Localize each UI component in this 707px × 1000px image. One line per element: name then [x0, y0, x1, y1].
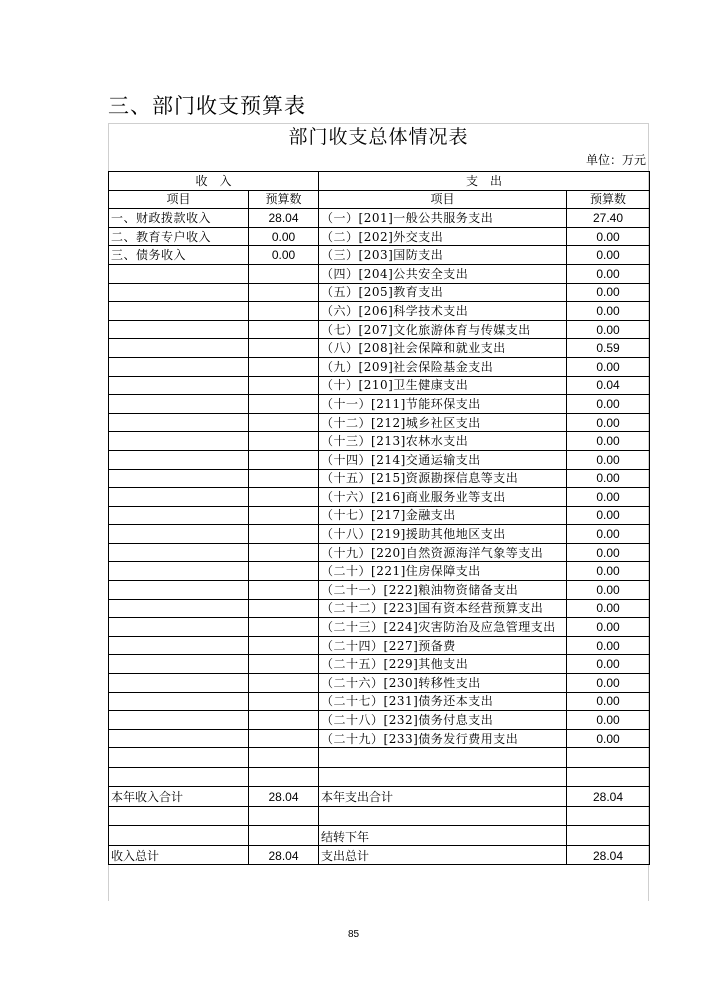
empty-cell [249, 506, 319, 525]
empty-cell [249, 692, 319, 711]
empty-cell [249, 469, 319, 488]
expense-item-name: （十四）[214]交通运输支出 [319, 450, 567, 469]
expense-item-value: 0.00 [567, 674, 650, 693]
empty-cell [249, 767, 319, 787]
empty-cell [249, 488, 319, 507]
empty-cell [319, 748, 567, 768]
expense-item-name: （十七）[217]金融支出 [319, 506, 567, 525]
empty-cell [249, 376, 319, 395]
empty-cell [249, 711, 319, 730]
year-income-total-value: 28.04 [249, 787, 319, 807]
empty-cell [567, 748, 650, 768]
income-item-value: 0.00 [249, 246, 319, 265]
table-row [109, 283, 650, 302]
expense-item-value: 0.00 [567, 636, 650, 655]
table-row [109, 729, 650, 748]
table-row [109, 320, 650, 339]
income-item-name: 三、债务收入 [109, 246, 249, 265]
expense-item-value: 0.59 [567, 339, 650, 358]
expense-item-value: 0.00 [567, 246, 650, 265]
expense-item-value: 0.00 [567, 320, 650, 339]
table-row [109, 636, 650, 655]
income-group-header: 收 入 [109, 172, 319, 191]
table-row [109, 450, 650, 469]
empty-cell [109, 581, 249, 600]
empty-cell [249, 748, 319, 768]
empty-cell [249, 655, 319, 674]
empty-cell [249, 543, 319, 562]
expense-item-name: （十六）[216]商业服务业等支出 [319, 488, 567, 507]
grand-total-row [109, 845, 650, 865]
empty-cell [319, 767, 567, 787]
expense-item-value: 0.00 [567, 469, 650, 488]
expense-group-header: 支 出 [319, 172, 650, 191]
expense-total-label: 支出总计 [319, 845, 567, 865]
budget-table [108, 171, 650, 865]
expense-item-name: （二十四）[227]预备费 [319, 636, 567, 655]
empty-cell [109, 339, 249, 358]
empty-cell [249, 413, 319, 432]
empty-cell [249, 283, 319, 302]
table-row [109, 432, 650, 451]
empty-cell [109, 506, 249, 525]
empty-cell [249, 581, 319, 600]
empty-cell [567, 767, 650, 787]
empty-cell [109, 376, 249, 395]
expense-item-value: 0.00 [567, 432, 650, 451]
table-row [109, 469, 650, 488]
empty-cell [249, 562, 319, 581]
budget-sheet [108, 123, 649, 901]
income-item-name: 二、教育专户收入 [109, 227, 249, 246]
table-row [109, 711, 650, 730]
empty-cell [109, 655, 249, 674]
expense-item-header: 项目 [319, 190, 567, 209]
empty-cell [249, 357, 319, 376]
expense-item-name: （十三）[213]农林水支出 [319, 432, 567, 451]
expense-item-name: （六）[206]科学技术支出 [319, 302, 567, 321]
unit-label: 单位：万元 [585, 153, 646, 167]
expense-item-value: 0.00 [567, 581, 650, 600]
empty-cell [249, 395, 319, 414]
table-row [109, 264, 650, 283]
expense-item-value: 0.00 [567, 283, 650, 302]
expense-item-value: 0.00 [567, 692, 650, 711]
table-row [109, 246, 650, 265]
expense-item-value: 0.00 [567, 618, 650, 637]
empty-cell [249, 674, 319, 693]
empty-cell [249, 302, 319, 321]
expense-item-value: 0.00 [567, 711, 650, 730]
carry-forward-label: 结转下年 [319, 826, 567, 846]
empty-cell [249, 636, 319, 655]
table-row [109, 543, 650, 562]
expense-item-value: 0.00 [567, 488, 650, 507]
empty-cell [109, 450, 249, 469]
blank-row [109, 748, 650, 768]
table-row [109, 506, 650, 525]
empty-cell [109, 729, 249, 748]
empty-cell [109, 711, 249, 730]
expense-item-name: （二十二）[223]国有资本经营预算支出 [319, 599, 567, 618]
table-row [109, 581, 650, 600]
expense-item-name: （八）[208]社会保障和就业支出 [319, 339, 567, 358]
expense-item-name: （二十三）[224]灾害防治及应急管理支出 [319, 618, 567, 637]
empty-cell [249, 320, 319, 339]
carry-forward-row [109, 826, 650, 846]
empty-cell [109, 525, 249, 544]
table-row [109, 562, 650, 581]
empty-cell [109, 302, 249, 321]
empty-cell [249, 432, 319, 451]
expense-item-value: 0.00 [567, 729, 650, 748]
empty-cell [109, 264, 249, 283]
expense-item-value: 0.00 [567, 357, 650, 376]
empty-cell [109, 543, 249, 562]
year-income-total-label: 本年收入合计 [109, 787, 249, 807]
expense-item-name: （十二）[212]城乡社区支出 [319, 413, 567, 432]
empty-cell [109, 357, 249, 376]
group-header-row [109, 172, 650, 191]
empty-cell [109, 767, 249, 787]
expense-item-name: （二十八）[232]债务付息支出 [319, 711, 567, 730]
expense-item-name: （二）[202]外交支出 [319, 227, 567, 246]
empty-cell [109, 320, 249, 339]
expense-item-value: 0.04 [567, 376, 650, 395]
expense-item-name: （一）[201]一般公共服务支出 [319, 209, 567, 228]
empty-cell [109, 432, 249, 451]
expense-item-name: （三）[203]国防支出 [319, 246, 567, 265]
expense-item-name: （十八）[219]援助其他地区支出 [319, 525, 567, 544]
empty-cell [567, 826, 650, 846]
year-expense-total-value: 28.04 [567, 787, 650, 807]
expense-item-name: （二十六）[230]转移性支出 [319, 674, 567, 693]
empty-cell [249, 339, 319, 358]
expense-item-value: 27.40 [567, 209, 650, 228]
table-row [109, 692, 650, 711]
income-total-label: 收入总计 [109, 845, 249, 865]
expense-total-value: 28.04 [567, 845, 650, 865]
table-row [109, 599, 650, 618]
expense-item-name: （四）[204]公共安全支出 [319, 264, 567, 283]
empty-cell [567, 806, 650, 826]
column-header-row [109, 190, 650, 209]
empty-cell [249, 618, 319, 637]
empty-cell [109, 562, 249, 581]
expense-item-name: （二十五）[229]其他支出 [319, 655, 567, 674]
expense-item-value: 0.00 [567, 302, 650, 321]
empty-cell [109, 692, 249, 711]
table-row [109, 674, 650, 693]
empty-cell [249, 806, 319, 826]
expense-item-name: （二十九）[233]债务发行费用支出 [319, 729, 567, 748]
expense-item-value: 0.00 [567, 599, 650, 618]
empty-cell [249, 599, 319, 618]
table-row [109, 618, 650, 637]
income-item-value: 28.04 [249, 209, 319, 228]
empty-cell [109, 488, 249, 507]
empty-cell [109, 636, 249, 655]
year-expense-total-label: 本年支出合计 [319, 787, 567, 807]
empty-cell [249, 826, 319, 846]
empty-cell [109, 395, 249, 414]
empty-cell [319, 806, 567, 826]
income-total-value: 28.04 [249, 845, 319, 865]
empty-cell [109, 469, 249, 488]
table-row [109, 209, 650, 228]
expense-item-name: （十五）[215]资源勘探信息等支出 [319, 469, 567, 488]
expense-item-value: 0.00 [567, 227, 650, 246]
expense-item-name: （二十）[221]住房保障支出 [319, 562, 567, 581]
income-budget-header: 预算数 [249, 190, 319, 209]
table-row [109, 357, 650, 376]
empty-cell [109, 413, 249, 432]
expense-item-name: （十九）[220]自然资源海洋气象等支出 [319, 543, 567, 562]
expense-item-name: （十）[210]卫生健康支出 [319, 376, 567, 395]
empty-cell [109, 674, 249, 693]
expense-item-value: 0.00 [567, 506, 650, 525]
expense-budget-header: 预算数 [567, 190, 650, 209]
expense-item-name: （七）[207]文化旅游体育与传媒支出 [319, 320, 567, 339]
expense-item-name: （二十一）[222]粮油物资储备支出 [319, 581, 567, 600]
expense-item-value: 0.00 [567, 562, 650, 581]
income-item-value: 0.00 [249, 227, 319, 246]
table-row [109, 488, 650, 507]
year-total-row [109, 787, 650, 807]
table-row [109, 655, 650, 674]
expense-item-name: （二十七）[231]债务还本支出 [319, 692, 567, 711]
empty-cell [109, 599, 249, 618]
table-row [109, 302, 650, 321]
table-row [109, 395, 650, 414]
empty-cell [109, 826, 249, 846]
empty-cell [249, 450, 319, 469]
page-number: 85 [347, 929, 360, 940]
empty-cell [249, 525, 319, 544]
expense-item-value: 0.00 [567, 413, 650, 432]
table-row [109, 413, 650, 432]
empty-cell [109, 806, 249, 826]
expense-item-value: 0.00 [567, 395, 650, 414]
table-row [109, 376, 650, 395]
expense-item-value: 0.00 [567, 450, 650, 469]
income-item-header: 项目 [109, 190, 249, 209]
expense-item-value: 0.00 [567, 264, 650, 283]
empty-cell [109, 618, 249, 637]
empty-cell [249, 264, 319, 283]
empty-cell [109, 748, 249, 768]
expense-item-value: 0.00 [567, 543, 650, 562]
empty-cell [249, 729, 319, 748]
table-title: 部门收支总体情况表 [288, 126, 469, 148]
table-row [109, 227, 650, 246]
expense-item-name: （十一）[211]节能环保支出 [319, 395, 567, 414]
section-heading: 三、部门收支预算表 [108, 94, 306, 118]
expense-item-value: 0.00 [567, 655, 650, 674]
expense-item-name: （五）[205]教育支出 [319, 283, 567, 302]
table-row [109, 339, 650, 358]
expense-item-value: 0.00 [567, 525, 650, 544]
blank-row [109, 767, 650, 787]
expense-item-name: （九）[209]社会保险基金支出 [319, 357, 567, 376]
income-item-name: 一、财政拨款收入 [109, 209, 249, 228]
table-row [109, 525, 650, 544]
blank-row [109, 806, 650, 826]
empty-cell [109, 283, 249, 302]
